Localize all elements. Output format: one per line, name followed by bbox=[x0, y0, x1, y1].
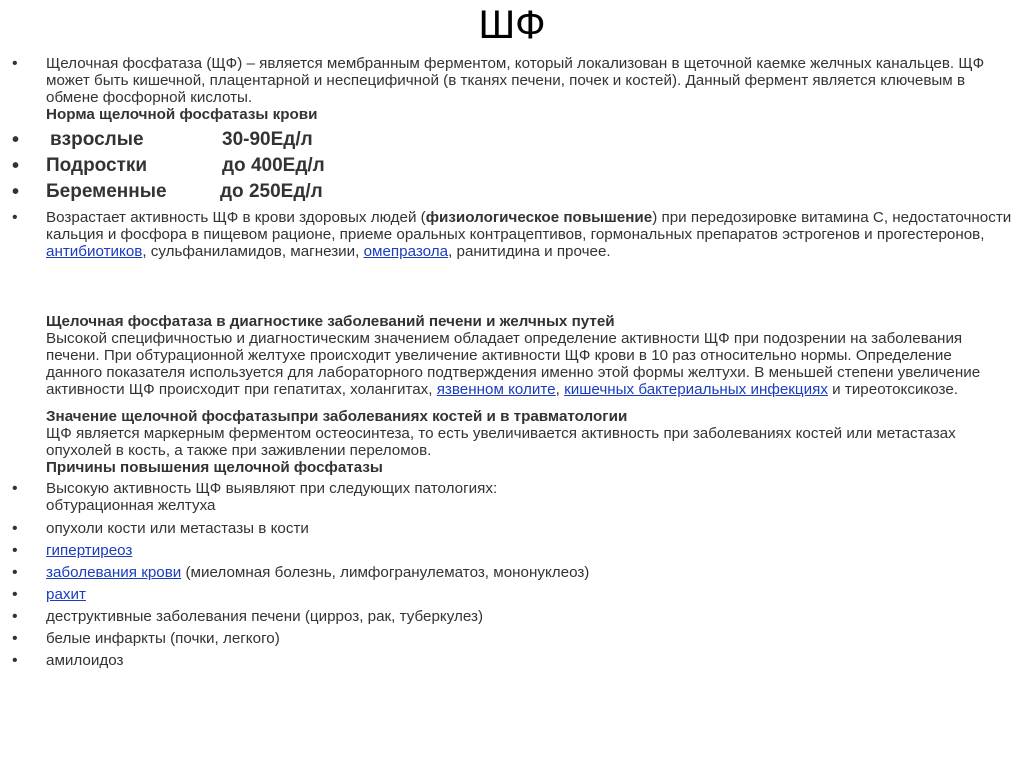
cause-text: деструктивные заболевания печени (цирроз, рак, туберкулез) bbox=[46, 608, 483, 625]
bullet: • bbox=[12, 155, 20, 177]
norm-group: Беременные bbox=[46, 181, 167, 202]
cause-text: обтурационная желтуха bbox=[46, 497, 216, 514]
causes-heading: Причины повышения щелочной фосфатазы bbox=[46, 459, 383, 476]
bullet: • bbox=[12, 652, 18, 669]
norm-item-teens bbox=[12, 153, 1012, 179]
increase-text: , ранитидина и прочее. bbox=[448, 243, 611, 260]
cause-text: Высокую активность ЩФ выявляют при следующих патологиях: bbox=[46, 480, 498, 497]
norm-group: взрослые bbox=[50, 129, 144, 150]
liver-text: и тиреотоксикозе. bbox=[827, 381, 958, 398]
bullet: • bbox=[12, 542, 18, 559]
cause-item bbox=[12, 586, 1012, 603]
bullet: • bbox=[12, 55, 18, 72]
rickets-link[interactable]: рахит bbox=[46, 586, 86, 603]
omeprazole-link[interactable]: омепразола bbox=[363, 243, 449, 260]
ulcerative-colitis-link[interactable]: язвенном колите bbox=[436, 381, 556, 398]
intro-text: Щелочная фосфатаза (ЩФ) – является мембранным ферментом, который локализован в щеточной каемке желчных канальцев. ЩФ может быть кишечной, плацентарной и неспецифичной (в тканях печени, почек и костей). Данный фермент является ключевым в обмене фосфорной кислоты. bbox=[46, 55, 985, 106]
cause-item bbox=[12, 564, 1012, 581]
increase-text: Возрастает активность ЩФ в крови здоровых людей ( bbox=[46, 209, 426, 226]
bullet: • bbox=[12, 630, 18, 647]
antibiotics-link[interactable]: антибиотиков bbox=[46, 243, 143, 260]
bullet: • bbox=[12, 564, 18, 581]
bones-section bbox=[12, 408, 1012, 476]
cause-text: (миеломная болезнь, лимфогранулематоз, мононуклеоз) bbox=[181, 564, 590, 581]
cause-text: амилоидоз bbox=[46, 652, 124, 669]
bullet: • bbox=[12, 480, 18, 497]
bullet: • bbox=[12, 608, 18, 625]
norm-item-pregnant bbox=[12, 179, 1012, 205]
intro-item bbox=[12, 55, 1012, 123]
hyperthyroidism-link[interactable]: гипертиреоз bbox=[46, 542, 133, 559]
cause-item bbox=[12, 652, 1012, 669]
cause-item bbox=[12, 630, 1012, 647]
slide-title: ШФ bbox=[478, 3, 546, 47]
bullet: • bbox=[12, 129, 20, 151]
bones-heading: Значение щелочной фосфатазыпри заболеваниях костей и в травматологии bbox=[46, 408, 628, 425]
norm-group: Подростки bbox=[46, 155, 148, 176]
norm-heading: Норма щелочной фосфатазы крови bbox=[46, 106, 318, 123]
norm-item-adults bbox=[12, 127, 1012, 153]
bones-text: ЩФ является маркерным ферментом остеосинтеза, то есть увеличивается активность при заболеваниях костей или метастазах опухолей в кость, а также при заживлении переломов. bbox=[46, 425, 956, 459]
increase-text: , сульфаниламидов, магнезии, bbox=[142, 243, 364, 260]
blood-diseases-link[interactable]: заболевания крови bbox=[46, 564, 182, 581]
cause-item bbox=[12, 608, 1012, 625]
increase-item bbox=[12, 209, 1012, 260]
intestinal-infections-link[interactable]: кишечных бактериальных инфекциях bbox=[564, 381, 828, 398]
increase-text: ) при передозировке витамина С, недостаточности кальция и фосфора в пищевом рационе, приеме оральных контрацептивов, гормональных препаратов эстрогенов и прогестеронов, bbox=[46, 209, 1012, 243]
norm-value: до 250Ед/л bbox=[220, 181, 323, 202]
liver-text: Высокой специфичностью и диагностическим значением обладает определение активности ЩФ при подозрении на заболевания печени. При обтурационной желтухе происходит увеличение активности ЩФ крови в 10 раз относительно нормы. Определение данного показателя используется для лабораторного подтверждения именно этой формы желтухи. В меньшей степени увеличение активности ЩФ происходит при гепатитах, холангитах, bbox=[46, 330, 981, 398]
physiological-increase: физиологическое повышение bbox=[425, 209, 653, 226]
bullet: • bbox=[12, 209, 18, 226]
bullet: • bbox=[12, 586, 18, 603]
cause-text: белые инфаркты (почки, легкого) bbox=[46, 630, 280, 647]
bullet: • bbox=[12, 181, 20, 203]
cause-text: опухоли кости или метастазы в кости bbox=[46, 520, 309, 537]
bullet: • bbox=[12, 520, 18, 537]
cause-item bbox=[12, 480, 1012, 514]
liver-heading: Щелочная фосфатаза в диагностике заболеваний печени и желчных путей bbox=[46, 313, 615, 330]
cause-item bbox=[12, 542, 1012, 559]
slide-content bbox=[12, 55, 1012, 669]
liver-text: , bbox=[555, 381, 565, 398]
liver-section bbox=[12, 313, 1012, 398]
norm-value: до 400Ед/л bbox=[222, 155, 325, 176]
norm-value: 30-90Ед/л bbox=[222, 129, 313, 150]
cause-item bbox=[12, 520, 1012, 537]
